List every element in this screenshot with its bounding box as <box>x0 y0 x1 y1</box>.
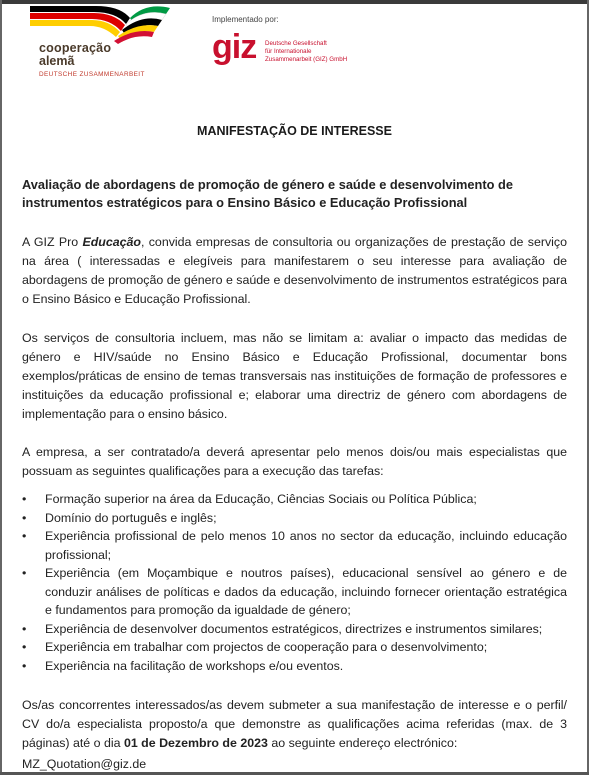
paragraph-services: Os serviços de consultoria incluem, mas não se limitam a: avaliar o impacto das medidas de género e HIV/saúde no Ensino Básico e Educação Profissional, documentar bons exemplos/práticas de ensino de temas transversais nas instituições de formação de professores e instituições da educação profissional e; elaborar uma directriz de género com abordagens de implementação para o ensino básico. <box>22 331 567 421</box>
qualifications-list <box>22 490 567 675</box>
window-left-border <box>0 0 2 775</box>
list-item <box>22 638 567 657</box>
document-subtitle: Avaliação de abordagens de promoção de género e saúde e desenvolvimento de instrumentos estratégicos para o Ensino Básico e Educação Profissional <box>22 177 513 210</box>
list-item-text: Experiência profissional de pelo menos 10 anos no sector da educação, incluindo educação profissional; <box>45 529 567 562</box>
giz-name-line2: für Internationale <box>265 48 312 55</box>
list-item <box>22 657 567 676</box>
list-item <box>22 564 567 620</box>
intro-text-start: A GIZ Pro <box>22 235 83 249</box>
giz-name-line1: Deutsche Gesellschaft <box>265 40 327 47</box>
bullet-icon: • <box>22 566 27 580</box>
bullet-icon: • <box>22 529 27 543</box>
list-item <box>22 620 567 639</box>
bullet-icon: • <box>22 621 27 636</box>
coop-name-line2: alemã <box>39 54 75 68</box>
list-item <box>22 490 567 509</box>
submission-text-end: ao seguinte endereço electrónico: <box>267 736 458 750</box>
intro-text-end: , convida empresas de consultoria ou organizações de prestação de serviço na área ( interessadas e elegíveis para manifestarem o seu interesse para avaliação de abordagens de promoção de género e saúde e desenvolvimento de instrumentos estratégicos para o Ensino Básico e Educação Profissional. <box>22 235 567 306</box>
coop-subtitle: DEUTSCHE ZUSAMMENARBEIT <box>39 71 145 78</box>
list-item <box>22 527 567 564</box>
document-title: MANIFESTAÇÃO DE INTERESSE <box>197 124 392 138</box>
coop-name-line1: cooperação <box>39 41 112 55</box>
list-item-text: Formação superior na área da Educação, Ciências Sociais ou Política Pública; <box>45 492 477 506</box>
paragraph-requirements: A empresa, a ser contratado/a deverá apresentar pelo menos dois/ou mais especialistas que possuam as seguintes qualificações para a execução das tarefas: <box>22 445 567 478</box>
program-name: Educação <box>82 235 141 249</box>
list-item <box>22 509 567 528</box>
paragraph-intro <box>22 233 567 309</box>
cooperacao-alema-logo <box>30 4 180 82</box>
submission-text-start: Os/as concorrentes interessados/as devem submeter a sua manifestação de interesse e o perfil/ CV do/a especialista proposto/a que demonstre as qualificações acima referidas (max. de 3 páginas) até o dia <box>22 698 567 750</box>
list-item-text: Experiência de desenvolver documentos estratégicos, directrizes e instrumentos similares; <box>45 621 543 636</box>
deadline-date: 01 de Dezembro de 2023 <box>123 736 268 750</box>
bullet-icon: • <box>22 510 27 525</box>
list-item-text: Domínio do português e inglês; <box>45 510 217 525</box>
implemented-by-label: Implementado por: <box>212 15 279 24</box>
giz-name-line3: Zusammenarbeit (GIZ) GmbH <box>265 56 348 63</box>
list-item-text: Experiência (em Moçambique e noutros países), educacional sensível ao género e de conduzir análises de políticas e dados da educação, incluindo fornecer orientação estratégica e fundamentos para promoção da igualdade de género; <box>45 566 567 617</box>
bullet-icon: • <box>22 492 27 506</box>
paragraph-submission <box>22 696 567 753</box>
bullet-icon: • <box>22 640 27 654</box>
flag-swoosh-icon <box>30 4 180 44</box>
list-item-text: Experiência na facilitação de workshops e/ou eventos. <box>45 658 344 673</box>
contact-email-link[interactable]: MZ_Quotation@giz.de <box>22 757 147 771</box>
bullet-icon: • <box>22 658 27 673</box>
giz-logo: giz <box>212 28 257 66</box>
list-item-text: Experiência em trabalhar com projectos de cooperação para o desenvolvimento; <box>45 640 488 654</box>
